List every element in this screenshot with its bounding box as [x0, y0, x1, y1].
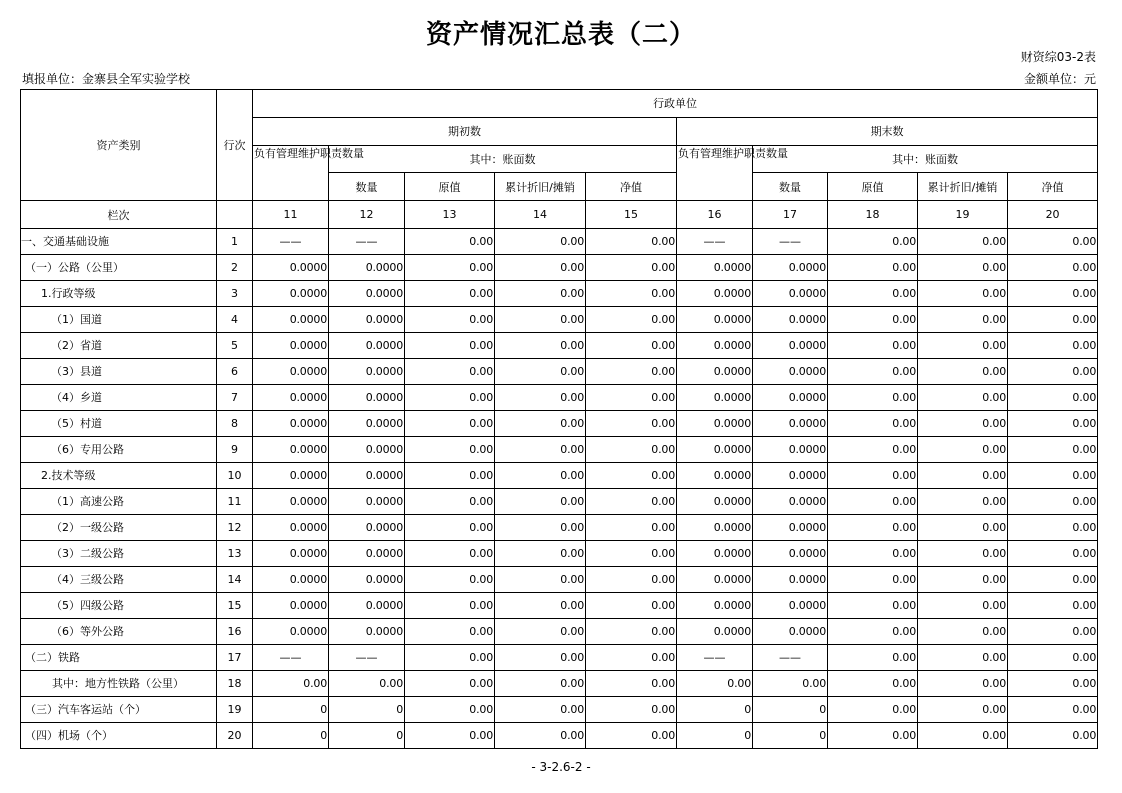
row-value-col-17: 0.0000: [753, 358, 828, 384]
row-value-col-11: 0.0000: [253, 436, 329, 462]
row-value-col-14: 0.00: [495, 306, 586, 332]
form-code: 财资综03-2表: [1020, 50, 1096, 64]
row-value-col-19: 0.00: [918, 514, 1008, 540]
row-value-col-16: 0.0000: [677, 436, 753, 462]
table-row: [21, 332, 1098, 358]
row-asset-category: （2）一级公路: [21, 514, 217, 540]
row-value-col-13: 0.00: [405, 462, 495, 488]
header-original-value: 原值: [828, 173, 918, 201]
row-value-col-17: 0.0000: [753, 592, 828, 618]
report-title: 资产情况汇总表（二）: [425, 20, 696, 50]
row-number: 20: [217, 722, 253, 748]
row-value-col-11: 0.00: [253, 670, 329, 696]
table-row: [21, 280, 1098, 306]
row-value-col-13: 0.00: [405, 358, 495, 384]
row-value-col-19: 0.00: [918, 410, 1008, 436]
row-value-col-16: 0.0000: [677, 488, 753, 514]
row-value-col-19: 0.00: [918, 644, 1008, 670]
header-row-no: 行次: [217, 90, 253, 201]
row-value-col-12: 0: [329, 722, 405, 748]
row-asset-category: （1）国道: [21, 306, 217, 332]
row-number: 11: [217, 488, 253, 514]
row-value-col-14: 0.00: [495, 436, 586, 462]
row-value-col-14: 0.00: [495, 592, 586, 618]
row-asset-category: 2.技术等级: [21, 462, 217, 488]
table-row: [21, 696, 1098, 722]
row-value-col-20: 0.00: [1008, 358, 1098, 384]
row-value-col-18: 0.00: [828, 514, 918, 540]
row-value-col-17: 0.0000: [753, 566, 828, 592]
table-row: [21, 618, 1098, 644]
column-number-blank: [217, 201, 253, 229]
row-number: 10: [217, 462, 253, 488]
row-value-col-18: 0.00: [828, 696, 918, 722]
header-net-value: 净值: [1008, 173, 1098, 201]
row-value-col-18: 0.00: [828, 488, 918, 514]
row-value-col-19: 0.00: [918, 280, 1008, 306]
row-number: 14: [217, 566, 253, 592]
row-value-col-15: 0.00: [586, 592, 677, 618]
row-value-col-20: 0.00: [1008, 462, 1098, 488]
asset-summary-table: [20, 89, 1098, 749]
header-admin-unit: 行政单位: [253, 90, 1098, 118]
row-value-col-17: 0.0000: [753, 436, 828, 462]
row-value-col-14: 0.00: [495, 332, 586, 358]
row-number: 1: [217, 228, 253, 254]
row-value-col-11: 0.0000: [253, 384, 329, 410]
row-value-col-14: 0.00: [495, 696, 586, 722]
row-value-col-13: 0.00: [405, 280, 495, 306]
row-value-col-12: 0.0000: [329, 488, 405, 514]
table-row: [21, 306, 1098, 332]
row-value-col-20: 0.00: [1008, 254, 1098, 280]
header-quantity: 数量: [329, 173, 405, 201]
row-value-col-14: 0.00: [495, 566, 586, 592]
row-value-col-20: 0.00: [1008, 566, 1098, 592]
row-asset-category: （4）乡道: [21, 384, 217, 410]
row-value-col-12: 0.00: [329, 670, 405, 696]
header-responsible-qty-start: 负有管理维护职责数量: [253, 145, 329, 201]
row-value-col-16: 0.0000: [677, 306, 753, 332]
row-asset-category: （5）村道: [21, 410, 217, 436]
row-value-col-18: 0.00: [828, 618, 918, 644]
row-number: 17: [217, 644, 253, 670]
row-value-col-20: 0.00: [1008, 488, 1098, 514]
row-value-col-15: 0.00: [586, 540, 677, 566]
row-value-col-17: ——: [753, 228, 828, 254]
row-value-col-19: 0.00: [918, 254, 1008, 280]
row-value-col-16: 0.0000: [677, 384, 753, 410]
row-value-col-11: 0.0000: [253, 254, 329, 280]
row-value-col-18: 0.00: [828, 592, 918, 618]
row-value-col-17: 0.0000: [753, 462, 828, 488]
row-value-col-11: ——: [253, 644, 329, 670]
row-value-col-15: 0.00: [586, 384, 677, 410]
row-value-col-17: 0.0000: [753, 306, 828, 332]
row-value-col-18: 0.00: [828, 540, 918, 566]
row-value-col-15: 0.00: [586, 358, 677, 384]
column-number: 20: [1008, 201, 1098, 229]
row-value-col-20: 0.00: [1008, 332, 1098, 358]
row-value-col-12: 0.0000: [329, 592, 405, 618]
row-value-col-17: 0.00: [753, 670, 828, 696]
column-number: 14: [495, 201, 586, 229]
row-value-col-14: 0.00: [495, 410, 586, 436]
row-value-col-16: 0.0000: [677, 332, 753, 358]
header-original-value: 原值: [405, 173, 495, 201]
row-value-col-11: 0.0000: [253, 618, 329, 644]
header-period-start: 期初数: [253, 117, 677, 145]
table-row: [21, 488, 1098, 514]
row-value-col-18: 0.00: [828, 436, 918, 462]
header-book-value-end: 其中：账面数: [753, 145, 1098, 173]
row-value-col-18: 0.00: [828, 410, 918, 436]
row-value-col-13: 0.00: [405, 592, 495, 618]
column-number-row: [21, 201, 1098, 229]
column-number: 15: [586, 201, 677, 229]
row-value-col-15: 0.00: [586, 670, 677, 696]
row-value-col-16: 0.0000: [677, 618, 753, 644]
row-value-col-11: 0.0000: [253, 592, 329, 618]
row-value-col-15: 0.00: [586, 566, 677, 592]
row-number: 7: [217, 384, 253, 410]
row-value-col-20: 0.00: [1008, 436, 1098, 462]
row-value-col-16: 0: [677, 696, 753, 722]
table-row: [21, 540, 1098, 566]
row-value-col-17: 0.0000: [753, 280, 828, 306]
table-row: [21, 358, 1098, 384]
row-value-col-12: ——: [329, 644, 405, 670]
row-value-col-13: 0.00: [405, 670, 495, 696]
row-value-col-13: 0.00: [405, 410, 495, 436]
row-value-col-15: 0.00: [586, 618, 677, 644]
row-value-col-18: 0.00: [828, 670, 918, 696]
row-value-col-13: 0.00: [405, 540, 495, 566]
row-value-col-15: 0.00: [586, 228, 677, 254]
row-value-col-14: 0.00: [495, 384, 586, 410]
row-value-col-16: 0.0000: [677, 358, 753, 384]
header-asset-category: 资产类别: [21, 90, 217, 201]
row-value-col-12: 0.0000: [329, 566, 405, 592]
header-book-value-start: 其中：账面数: [329, 145, 677, 173]
row-value-col-20: 0.00: [1008, 280, 1098, 306]
header-responsible-qty-end: 负有管理维护职责数量: [677, 145, 753, 201]
row-value-col-18: 0.00: [828, 462, 918, 488]
row-value-col-11: 0.0000: [253, 332, 329, 358]
row-value-col-15: 0.00: [586, 462, 677, 488]
row-value-col-12: 0.0000: [329, 618, 405, 644]
row-value-col-11: 0.0000: [253, 514, 329, 540]
table-row: [21, 514, 1098, 540]
table-row: [21, 592, 1098, 618]
row-value-col-17: 0.0000: [753, 332, 828, 358]
row-value-col-17: 0.0000: [753, 514, 828, 540]
column-label: 栏次: [21, 201, 217, 229]
row-number: 19: [217, 696, 253, 722]
page-number: - 3-2.6-2 -: [531, 760, 591, 774]
row-number: 12: [217, 514, 253, 540]
table-row: [21, 566, 1098, 592]
row-value-col-13: 0.00: [405, 332, 495, 358]
row-value-col-13: 0.00: [405, 722, 495, 748]
row-value-col-11: 0.0000: [253, 566, 329, 592]
table-row: [21, 384, 1098, 410]
row-value-col-18: 0.00: [828, 644, 918, 670]
row-value-col-20: 0.00: [1008, 410, 1098, 436]
row-value-col-13: 0.00: [405, 488, 495, 514]
row-value-col-11: 0.0000: [253, 410, 329, 436]
row-value-col-17: 0.0000: [753, 618, 828, 644]
row-value-col-20: 0.00: [1008, 306, 1098, 332]
row-value-col-19: 0.00: [918, 670, 1008, 696]
row-value-col-13: 0.00: [405, 306, 495, 332]
row-value-col-16: ——: [677, 228, 753, 254]
row-value-col-19: 0.00: [918, 332, 1008, 358]
row-number: 2: [217, 254, 253, 280]
row-value-col-11: 0.0000: [253, 462, 329, 488]
row-value-col-14: 0.00: [495, 540, 586, 566]
row-value-col-20: 0.00: [1008, 384, 1098, 410]
row-value-col-16: 0.0000: [677, 280, 753, 306]
row-value-col-13: 0.00: [405, 566, 495, 592]
header-depreciation: 累计折旧/摊销: [495, 173, 586, 201]
row-value-col-14: 0.00: [495, 280, 586, 306]
row-value-col-16: 0.00: [677, 670, 753, 696]
column-number: 13: [405, 201, 495, 229]
row-number: 6: [217, 358, 253, 384]
table-row: [21, 228, 1098, 254]
column-number: 19: [918, 201, 1008, 229]
row-value-col-17: 0.0000: [753, 254, 828, 280]
row-value-col-19: 0.00: [918, 436, 1008, 462]
row-value-col-15: 0.00: [586, 696, 677, 722]
row-value-col-20: 0.00: [1008, 670, 1098, 696]
row-value-col-11: 0: [253, 722, 329, 748]
row-value-col-13: 0.00: [405, 436, 495, 462]
row-value-col-15: 0.00: [586, 488, 677, 514]
row-value-col-20: 0.00: [1008, 722, 1098, 748]
row-value-col-19: 0.00: [918, 228, 1008, 254]
row-value-col-14: 0.00: [495, 670, 586, 696]
row-value-col-12: 0.0000: [329, 514, 405, 540]
row-asset-category: （4）三级公路: [21, 566, 217, 592]
row-value-col-12: 0.0000: [329, 540, 405, 566]
row-value-col-20: 0.00: [1008, 540, 1098, 566]
row-value-col-17: 0.0000: [753, 540, 828, 566]
row-value-col-13: 0.00: [405, 514, 495, 540]
row-value-col-13: 0.00: [405, 254, 495, 280]
row-value-col-18: 0.00: [828, 332, 918, 358]
row-value-col-15: 0.00: [586, 280, 677, 306]
row-value-col-12: 0.0000: [329, 332, 405, 358]
row-asset-category: （三）汽车客运站（个）: [21, 696, 217, 722]
row-number: 18: [217, 670, 253, 696]
row-value-col-15: 0.00: [586, 722, 677, 748]
row-asset-category: 1.行政等级: [21, 280, 217, 306]
row-value-col-15: 0.00: [586, 436, 677, 462]
row-value-col-14: 0.00: [495, 358, 586, 384]
row-value-col-12: 0.0000: [329, 306, 405, 332]
row-value-col-18: 0.00: [828, 384, 918, 410]
row-value-col-20: 0.00: [1008, 228, 1098, 254]
row-value-col-12: ——: [329, 228, 405, 254]
row-value-col-19: 0.00: [918, 306, 1008, 332]
row-value-col-12: 0.0000: [329, 384, 405, 410]
row-value-col-11: 0.0000: [253, 306, 329, 332]
table-row: [21, 670, 1098, 696]
column-number: 17: [753, 201, 828, 229]
column-number: 11: [253, 201, 329, 229]
amount-unit: 金额单位：元: [1023, 72, 1096, 86]
row-value-col-19: 0.00: [918, 462, 1008, 488]
row-value-col-16: 0.0000: [677, 514, 753, 540]
row-asset-category: （6）等外公路: [21, 618, 217, 644]
table-row: [21, 436, 1098, 462]
row-value-col-12: 0.0000: [329, 254, 405, 280]
row-value-col-14: 0.00: [495, 722, 586, 748]
row-value-col-14: 0.00: [495, 254, 586, 280]
row-asset-category: （3）县道: [21, 358, 217, 384]
row-value-col-13: 0.00: [405, 384, 495, 410]
row-value-col-16: 0.0000: [677, 410, 753, 436]
row-asset-category: （一）公路（公里）: [21, 254, 217, 280]
table-row: [21, 462, 1098, 488]
row-asset-category: （3）二级公路: [21, 540, 217, 566]
row-value-col-16: 0.0000: [677, 592, 753, 618]
row-value-col-19: 0.00: [918, 358, 1008, 384]
row-number: 13: [217, 540, 253, 566]
row-number: 3: [217, 280, 253, 306]
row-value-col-20: 0.00: [1008, 592, 1098, 618]
row-value-col-20: 0.00: [1008, 696, 1098, 722]
row-value-col-19: 0.00: [918, 722, 1008, 748]
row-value-col-12: 0: [329, 696, 405, 722]
row-value-col-15: 0.00: [586, 410, 677, 436]
row-value-col-11: 0.0000: [253, 358, 329, 384]
row-value-col-18: 0.00: [828, 228, 918, 254]
row-value-col-18: 0.00: [828, 306, 918, 332]
row-value-col-19: 0.00: [918, 540, 1008, 566]
row-value-col-16: 0.0000: [677, 462, 753, 488]
row-value-col-17: 0.0000: [753, 384, 828, 410]
row-value-col-20: 0.00: [1008, 514, 1098, 540]
row-value-col-19: 0.00: [918, 488, 1008, 514]
row-value-col-15: 0.00: [586, 306, 677, 332]
header-net-value: 净值: [586, 173, 677, 201]
row-asset-category: （四）机场（个）: [21, 722, 217, 748]
row-value-col-16: 0: [677, 722, 753, 748]
row-value-col-16: ——: [677, 644, 753, 670]
row-value-col-11: 0.0000: [253, 280, 329, 306]
row-number: 4: [217, 306, 253, 332]
row-asset-category: 其中：地方性铁路（公里）: [21, 670, 217, 696]
row-value-col-13: 0.00: [405, 228, 495, 254]
filing-unit: 填报单位：金寨县全军实验学校: [22, 72, 191, 86]
row-value-col-14: 0.00: [495, 228, 586, 254]
row-value-col-15: 0.00: [586, 254, 677, 280]
row-value-col-15: 0.00: [586, 514, 677, 540]
table-row: [21, 254, 1098, 280]
row-asset-category: （2）省道: [21, 332, 217, 358]
row-asset-category: （1）高速公路: [21, 488, 217, 514]
row-value-col-20: 0.00: [1008, 618, 1098, 644]
row-number: 5: [217, 332, 253, 358]
row-value-col-19: 0.00: [918, 618, 1008, 644]
row-asset-category: （6）专用公路: [21, 436, 217, 462]
header-depreciation: 累计折旧/摊销: [918, 173, 1008, 201]
header-quantity: 数量: [753, 173, 828, 201]
row-value-col-16: 0.0000: [677, 566, 753, 592]
header-period-end: 期末数: [677, 117, 1098, 145]
row-value-col-14: 0.00: [495, 488, 586, 514]
row-value-col-19: 0.00: [918, 696, 1008, 722]
row-value-col-18: 0.00: [828, 566, 918, 592]
row-number: 9: [217, 436, 253, 462]
row-value-col-19: 0.00: [918, 384, 1008, 410]
row-value-col-14: 0.00: [495, 514, 586, 540]
row-value-col-11: ——: [253, 228, 329, 254]
row-number: 15: [217, 592, 253, 618]
row-value-col-18: 0.00: [828, 722, 918, 748]
row-value-col-20: 0.00: [1008, 644, 1098, 670]
row-asset-category: （5）四级公路: [21, 592, 217, 618]
row-value-col-15: 0.00: [586, 644, 677, 670]
column-number: 16: [677, 201, 753, 229]
row-value-col-15: 0.00: [586, 332, 677, 358]
table-row: [21, 410, 1098, 436]
row-value-col-12: 0.0000: [329, 462, 405, 488]
row-value-col-16: 0.0000: [677, 540, 753, 566]
row-asset-category: 一、交通基础设施: [21, 228, 217, 254]
row-value-col-18: 0.00: [828, 280, 918, 306]
row-value-col-11: 0.0000: [253, 488, 329, 514]
row-value-col-19: 0.00: [918, 592, 1008, 618]
row-value-col-19: 0.00: [918, 566, 1008, 592]
row-value-col-13: 0.00: [405, 644, 495, 670]
column-number: 12: [329, 201, 405, 229]
row-value-col-17: 0.0000: [753, 488, 828, 514]
row-value-col-12: 0.0000: [329, 358, 405, 384]
row-value-col-17: 0: [753, 696, 828, 722]
row-value-col-18: 0.00: [828, 358, 918, 384]
table-row: [21, 644, 1098, 670]
row-value-col-16: 0.0000: [677, 254, 753, 280]
column-number: 18: [828, 201, 918, 229]
row-value-col-11: 0.0000: [253, 540, 329, 566]
row-value-col-18: 0.00: [828, 254, 918, 280]
row-value-col-11: 0: [253, 696, 329, 722]
row-value-col-17: ——: [753, 644, 828, 670]
row-value-col-14: 0.00: [495, 462, 586, 488]
table-row: [21, 722, 1098, 748]
row-asset-category: （二）铁路: [21, 644, 217, 670]
row-value-col-12: 0.0000: [329, 410, 405, 436]
row-value-col-12: 0.0000: [329, 280, 405, 306]
row-value-col-13: 0.00: [405, 618, 495, 644]
row-number: 16: [217, 618, 253, 644]
row-value-col-12: 0.0000: [329, 436, 405, 462]
row-value-col-14: 0.00: [495, 618, 586, 644]
row-value-col-17: 0: [753, 722, 828, 748]
row-value-col-13: 0.00: [405, 696, 495, 722]
row-number: 8: [217, 410, 253, 436]
row-value-col-17: 0.0000: [753, 410, 828, 436]
row-value-col-14: 0.00: [495, 644, 586, 670]
